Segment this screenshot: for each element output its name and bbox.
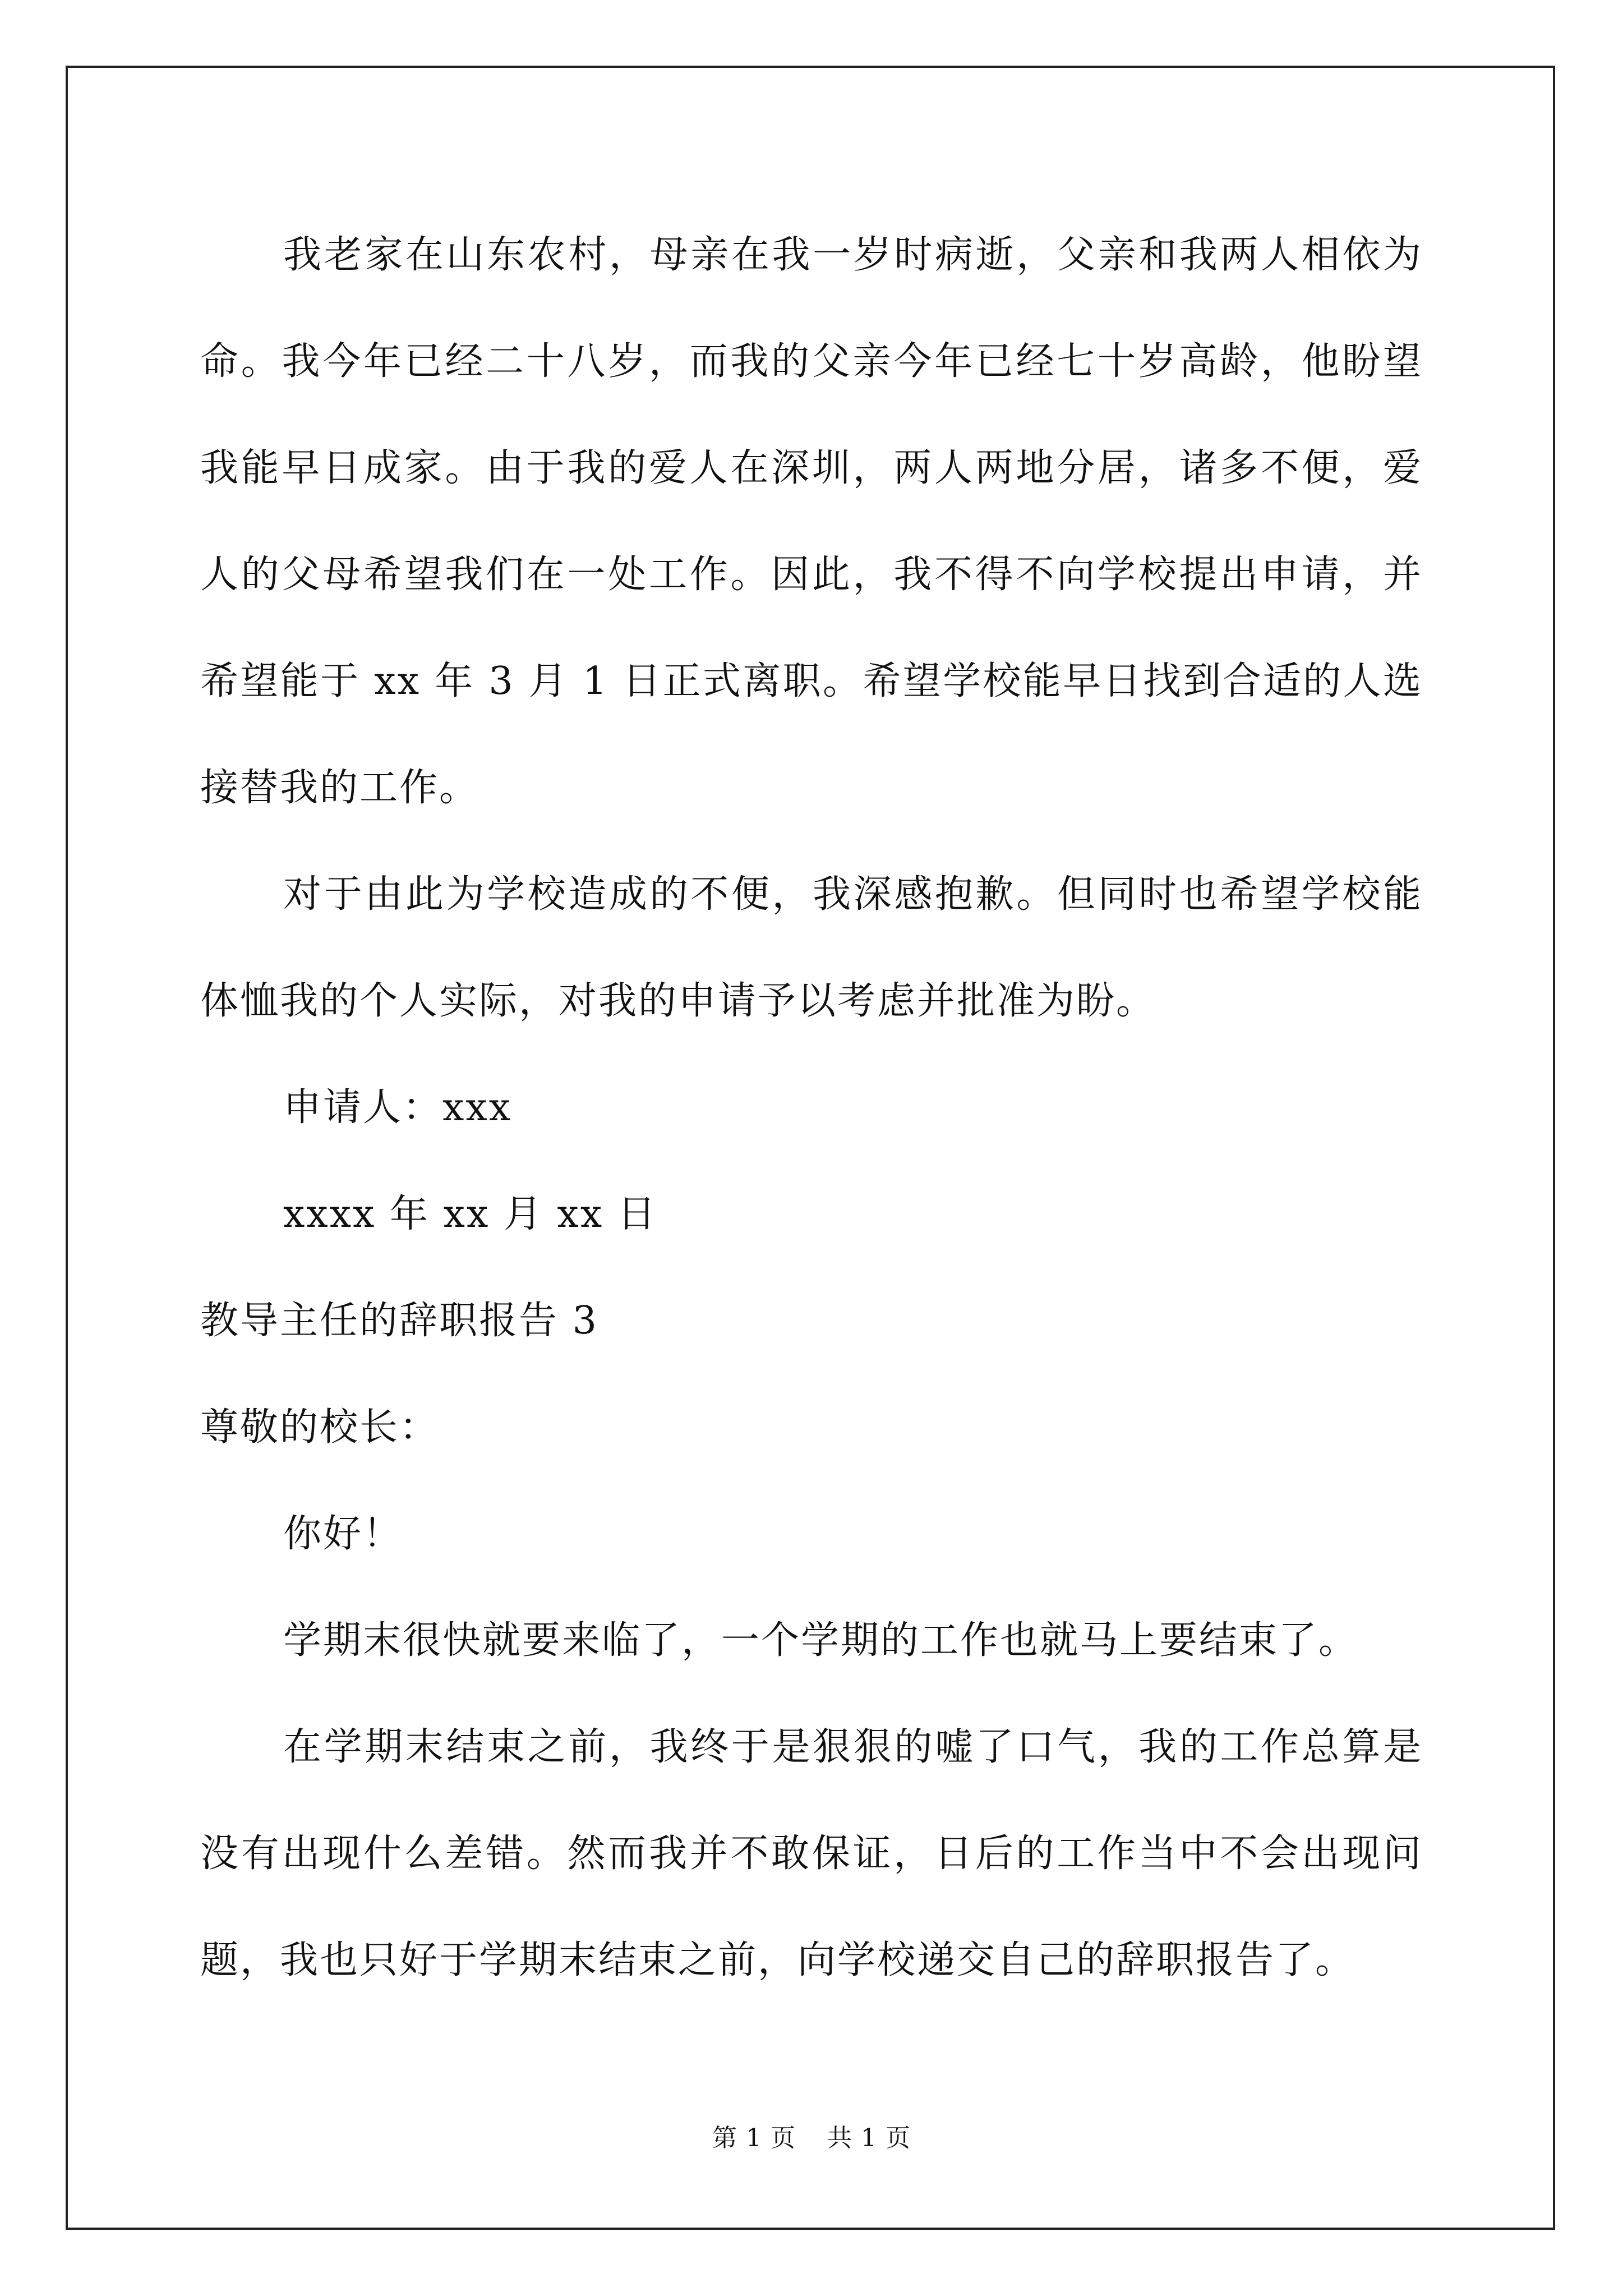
- signature-date: xxxx 年 xx 月 xx 日: [283, 1192, 657, 1236]
- page-total: 共 1 页: [827, 2124, 911, 2152]
- document-body: [200, 202, 1423, 2014]
- paragraph-semester-end: 学期末很快就要来临了，一个学期的工作也就马上要结束了。: [283, 1618, 1359, 1663]
- salutation: 尊敬的校长：: [200, 1405, 440, 1450]
- paragraph-apology: 对于由此为学校造成的不便，我深感抱歉。但同时也希望学校能体恤我的个人实际，对我的申请予以考虑并批准为盼。: [200, 872, 1423, 1023]
- greeting: 你好！: [283, 1512, 403, 1556]
- section-title: 教导主任的辞职报告 3: [200, 1299, 598, 1343]
- page-number: 第 1 页: [712, 2124, 796, 2152]
- applicant-signature: 申请人：xxx: [283, 1085, 513, 1130]
- paragraph-family-reason: 我老家在山东农村，母亲在我一岁时病逝，父亲和我两人相依为命。我今年已经二十八岁，而我的父亲今年已经七十岁高龄，他盼望我能早日成家。由于我的爱人在深圳，两人两地分居，诸多不便，爱人的父母希望我们在一处工作。因此，我不得不向学校提出申请，并希望能于 xx 年 3 月 1 日正式离职。希望学校能早日找到合适的人选接替我的工作。: [200, 233, 1423, 810]
- paragraph-resignation-reason: 在学期末结束之前，我终于是狠狠的嘘了口气，我的工作总算是没有出现什么差错。然而我并不敢保证，日后的工作当中不会出现问题，我也只好于学期末结束之前，向学校递交自己的辞职报告了。: [200, 1725, 1423, 1982]
- page-footer: [0, 2122, 1623, 2155]
